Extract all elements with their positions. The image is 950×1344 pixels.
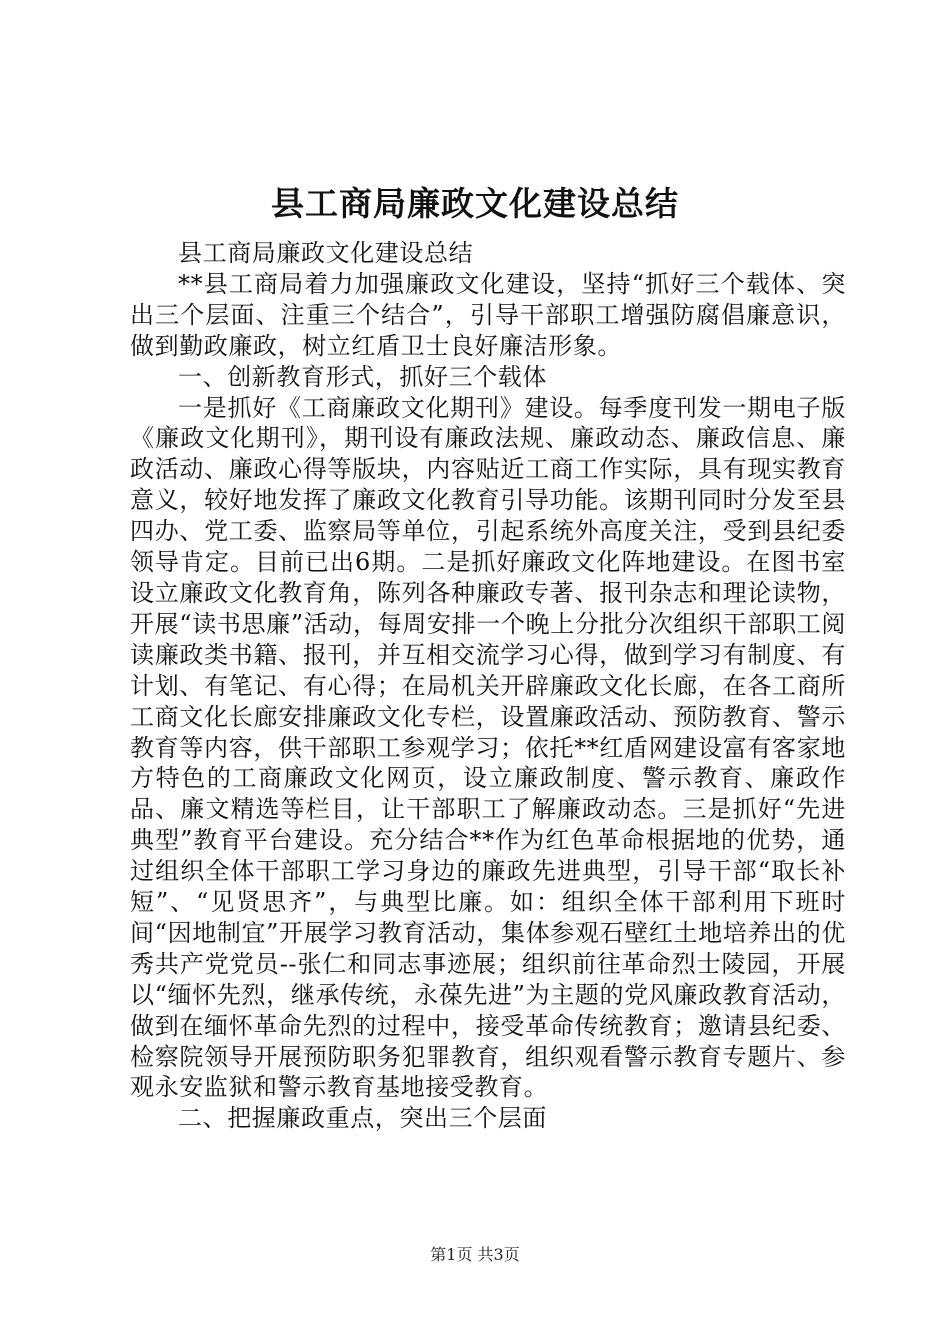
document-body xyxy=(130,238,846,1134)
page-footer xyxy=(0,1244,950,1266)
paragraph-subtitle: 县工商局廉政文化建设总结 xyxy=(178,239,474,267)
page-total: 共3页 xyxy=(477,1245,520,1264)
document-title: 县工商局廉政文化建设总结 xyxy=(271,184,679,223)
section-heading-2: 二、把握廉政重点，突出三个层面 xyxy=(178,1104,547,1133)
section-heading-1: 一、创新教育形式，抓好三个载体 xyxy=(178,362,547,391)
paragraph-section-1: 一是抓好《工商廉政文化期刊》建设。每季度刊发一期电子版《廉政文化期刊》，期刊设有廉政法规、廉政动态、廉政信息、廉政活动、廉政心得等版块，内容贴近工商工作实际，具有现实教育意义，较好地发挥了廉政文化教育引导功能。该期刊同时分发至县四办、党工委、监察局等单位，引起系统外高度关注，受到县纪委领导肯定。目前已出6期。二是抓好廉政文化阵地建设。在图书室设立廉政文化教育角，陈列各种廉政专著、报刊杂志和理论读物，开展“读书思廉”活动，每周安排一个晚上分批分次组织干部职工阅读廉政类书籍、报刊，并互相交流学习心得，做到学习有制度、有计划、有笔记、有心得；在局机关开辟廉政文化长廊，在各工商所工商文化长廊安排廉政文化专栏，设置廉政活动、预防教育、警示教育等内容，供干部职工参观学习；依托**红盾网建设富有客家地方特色的工商廉政文化网页，设立廉政制度、警示教育、廉政作品、廉文精选等栏目，让干部职工了解廉政动态。三是抓好“先进典型”教育平台建设。充分结合**作为红色革命根据地的优势，通过组织全体干部职工学习身边的廉政先进典型，引导干部“取长补短”、“见贤思齐”，与典型比廉。如：组织全体干部利用下班时间“因地制宜”开展学习教育活动，集体参观石壁红土地培养出的优秀共产党党员--张仁和同志事迹展；组织前往革命烈士陵园，开展以“缅怀先烈，继承传统，永葆先进”为主题的党风廉政教育活动，做到在缅怀革命先烈的过程中，接受革命传统教育；邀请县纪委、检察院领导开展预防职务犯罪教育，组织观看警示教育专题片、参观永安监狱和警示教育基地接受教育。 xyxy=(130,393,846,1102)
paragraph-intro: **县工商局着力加强廉政文化建设，坚持“抓好三个载体、突出三个层面、注重三个结合”，引导干部职工增强防腐倡廉意识，做到勤政廉政，树立红盾卫士良好廉洁形象。 xyxy=(130,269,846,360)
page-number: 第1页 xyxy=(430,1245,473,1264)
